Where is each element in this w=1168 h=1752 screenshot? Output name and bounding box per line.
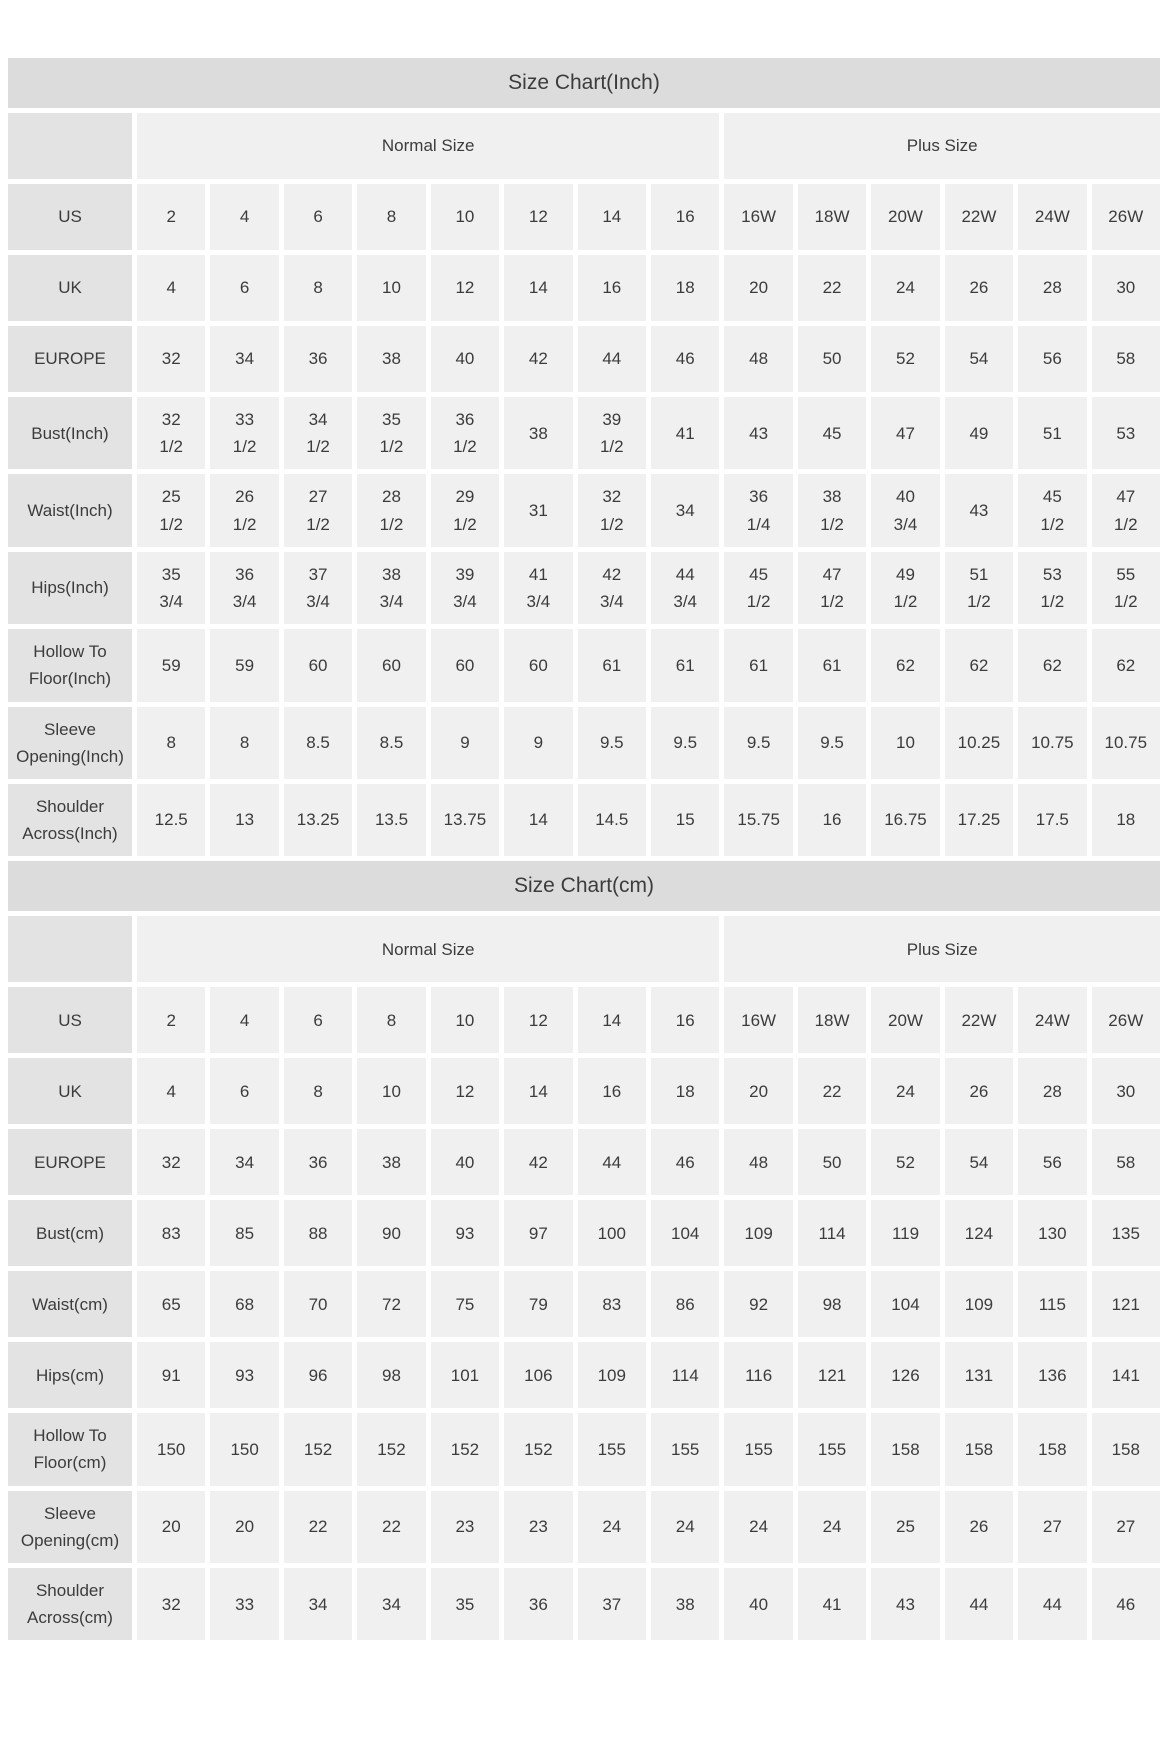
- size-cell: 18: [1092, 784, 1160, 856]
- size-cell: 24: [871, 255, 939, 321]
- size-cell: 91: [137, 1342, 205, 1408]
- size-cell: 37 3/4: [284, 552, 352, 624]
- size-cell: 15.75: [724, 784, 792, 856]
- size-cell: 36 1/4: [724, 474, 792, 546]
- size-cell: 79: [504, 1271, 572, 1337]
- size-cell: 16: [651, 184, 719, 250]
- size-cell: 44: [945, 1568, 1013, 1640]
- size-cell: 60: [284, 629, 352, 701]
- size-cell: 8: [210, 707, 278, 779]
- size-cell: 39 3/4: [431, 552, 499, 624]
- size-cell: 14: [504, 255, 572, 321]
- size-cell: 42: [504, 326, 572, 392]
- size-cell: 8: [137, 707, 205, 779]
- size-cell: 26 1/2: [210, 474, 278, 546]
- size-cell: 9.5: [651, 707, 719, 779]
- size-cell: 83: [578, 1271, 646, 1337]
- size-cell: 36 1/2: [431, 397, 499, 469]
- size-cell: 32: [137, 1568, 205, 1640]
- size-cell: 24: [798, 1491, 866, 1563]
- size-cell: 27 1/2: [284, 474, 352, 546]
- size-cell: 62: [1092, 629, 1160, 701]
- size-chart-cm: [8, 861, 1160, 1640]
- row-label-uk: UK: [8, 1058, 132, 1124]
- size-cell: 20: [137, 1491, 205, 1563]
- size-cell: 2: [137, 987, 205, 1053]
- size-cell: 32: [137, 326, 205, 392]
- size-cell: 59: [137, 629, 205, 701]
- size-cell: 98: [798, 1271, 866, 1337]
- size-cell: 10: [871, 707, 939, 779]
- size-cell: 9.5: [724, 707, 792, 779]
- size-cell: 46: [651, 1129, 719, 1195]
- size-cell: 14: [504, 1058, 572, 1124]
- size-cell: 152: [357, 1413, 425, 1485]
- size-cell: 155: [578, 1413, 646, 1485]
- size-cell: 41 3/4: [504, 552, 572, 624]
- size-cell: 8: [357, 184, 425, 250]
- size-cell: 46: [1092, 1568, 1160, 1640]
- size-cell: 40: [724, 1568, 792, 1640]
- size-cell: 49: [945, 397, 1013, 469]
- size-cell: 20: [724, 255, 792, 321]
- size-cell: 104: [651, 1200, 719, 1266]
- size-cell: 98: [357, 1342, 425, 1408]
- size-cell: 16W: [724, 184, 792, 250]
- size-cell: 158: [945, 1413, 1013, 1485]
- size-cell: 47 1/2: [1092, 474, 1160, 546]
- size-cell: 47 1/2: [798, 552, 866, 624]
- size-cell: 4: [137, 1058, 205, 1124]
- size-cell: 36: [504, 1568, 572, 1640]
- size-cell: 56: [1018, 326, 1086, 392]
- row-label-sleeve-opening-inch: Sleeve Opening(Inch): [8, 707, 132, 779]
- size-cell: 14: [504, 784, 572, 856]
- size-cell: 2: [137, 184, 205, 250]
- size-cell: 60: [431, 629, 499, 701]
- size-cell: 51 1/2: [945, 552, 1013, 624]
- size-cell: 13.25: [284, 784, 352, 856]
- size-cell: 20W: [871, 184, 939, 250]
- size-cell: 121: [798, 1342, 866, 1408]
- row-label-hips-cm: Hips(cm): [8, 1342, 132, 1408]
- size-cell: 61: [724, 629, 792, 701]
- size-cell: 92: [724, 1271, 792, 1337]
- size-cell: 26: [945, 255, 1013, 321]
- size-cell: 130: [1018, 1200, 1086, 1266]
- size-cell: 20W: [871, 987, 939, 1053]
- size-cell: 114: [651, 1342, 719, 1408]
- size-cell: 40 3/4: [871, 474, 939, 546]
- size-cell: 8: [284, 255, 352, 321]
- size-cell: 8: [284, 1058, 352, 1124]
- row-label-us: US: [8, 184, 132, 250]
- size-cell: 10: [431, 987, 499, 1053]
- size-cell: 43: [945, 474, 1013, 546]
- size-cell: 10.75: [1018, 707, 1086, 779]
- row-label-hollow-to-floor-inch: Hollow To Floor(Inch): [8, 629, 132, 701]
- size-cell: 65: [137, 1271, 205, 1337]
- size-cell: 60: [357, 629, 425, 701]
- size-cell: 109: [578, 1342, 646, 1408]
- size-cell: 4: [210, 184, 278, 250]
- size-cell: 8.5: [357, 707, 425, 779]
- size-cell: 44 3/4: [651, 552, 719, 624]
- size-cell: 62: [945, 629, 1013, 701]
- size-cell: 16: [798, 784, 866, 856]
- size-cell: 39 1/2: [578, 397, 646, 469]
- size-cell: 12: [504, 184, 572, 250]
- size-cell: 131: [945, 1342, 1013, 1408]
- size-cell: 4: [210, 987, 278, 1053]
- size-cell: 83: [137, 1200, 205, 1266]
- size-cell: 75: [431, 1271, 499, 1337]
- size-cell: 44: [578, 1129, 646, 1195]
- size-cell: 45: [798, 397, 866, 469]
- row-label-waist-cm: Waist(cm): [8, 1271, 132, 1337]
- size-cell: 38: [357, 326, 425, 392]
- size-cell: 119: [871, 1200, 939, 1266]
- size-cell: 28: [1018, 1058, 1086, 1124]
- size-cell: 26W: [1092, 184, 1160, 250]
- row-label-bust-cm: Bust(cm): [8, 1200, 132, 1266]
- size-cell: 30: [1092, 1058, 1160, 1124]
- size-cell: 32: [137, 1129, 205, 1195]
- row-label-europe: EUROPE: [8, 1129, 132, 1195]
- size-cell: 24W: [1018, 987, 1086, 1053]
- size-cell: 9.5: [578, 707, 646, 779]
- size-cell: 10: [431, 184, 499, 250]
- chart-title-cm: Size Chart(cm): [8, 861, 1160, 911]
- chart-title-inch: Size Chart(Inch): [8, 58, 1160, 108]
- size-cell: 52: [871, 1129, 939, 1195]
- size-cell: 106: [504, 1342, 572, 1408]
- size-cell: 150: [137, 1413, 205, 1485]
- group-header-normal-size: Normal Size: [137, 113, 719, 179]
- size-cell: 136: [1018, 1342, 1086, 1408]
- size-cell: 6: [210, 255, 278, 321]
- size-cell: 43: [871, 1568, 939, 1640]
- size-cell: 28 1/2: [357, 474, 425, 546]
- size-cell: 24: [724, 1491, 792, 1563]
- size-cell: 18: [651, 255, 719, 321]
- size-cell: 62: [1018, 629, 1086, 701]
- size-cell: 86: [651, 1271, 719, 1337]
- size-cell: 40: [431, 1129, 499, 1195]
- size-cell: 6: [284, 987, 352, 1053]
- size-cell: 14.5: [578, 784, 646, 856]
- size-cell: 16: [651, 987, 719, 1053]
- size-cell: 8: [357, 987, 425, 1053]
- size-cell: 10.75: [1092, 707, 1160, 779]
- size-cell: 70: [284, 1271, 352, 1337]
- size-cell: 126: [871, 1342, 939, 1408]
- size-cell: 48: [724, 326, 792, 392]
- size-cell: 16: [578, 1058, 646, 1124]
- size-cell: 85: [210, 1200, 278, 1266]
- size-cell: 23: [504, 1491, 572, 1563]
- size-cell: 41: [651, 397, 719, 469]
- row-label-hips-inch: Hips(Inch): [8, 552, 132, 624]
- size-grid-cm: [8, 916, 1160, 1640]
- size-cell: 9.5: [798, 707, 866, 779]
- size-cell: 27: [1092, 1491, 1160, 1563]
- size-cell: 155: [724, 1413, 792, 1485]
- size-cell: 109: [945, 1271, 1013, 1337]
- size-cell: 121: [1092, 1271, 1160, 1337]
- row-label-uk: UK: [8, 255, 132, 321]
- size-cell: 31: [504, 474, 572, 546]
- size-cell: 12: [431, 255, 499, 321]
- size-cell: 35 1/2: [357, 397, 425, 469]
- size-cell: 13.75: [431, 784, 499, 856]
- size-cell: 22W: [945, 987, 1013, 1053]
- size-cell: 152: [284, 1413, 352, 1485]
- size-cell: 46: [651, 326, 719, 392]
- size-cell: 35 3/4: [137, 552, 205, 624]
- size-cell: 24: [871, 1058, 939, 1124]
- size-cell: 36: [284, 326, 352, 392]
- size-cell: 59: [210, 629, 278, 701]
- size-cell: 90: [357, 1200, 425, 1266]
- size-cell: 60: [504, 629, 572, 701]
- size-cell: 20: [210, 1491, 278, 1563]
- size-cell: 93: [431, 1200, 499, 1266]
- size-cell: 14: [578, 987, 646, 1053]
- size-cell: 25: [871, 1491, 939, 1563]
- size-cell: 29 1/2: [431, 474, 499, 546]
- size-cell: 88: [284, 1200, 352, 1266]
- size-cell: 35: [431, 1568, 499, 1640]
- group-header-plus-size: Plus Size: [724, 113, 1160, 179]
- size-cell: 36: [284, 1129, 352, 1195]
- size-cell: 34: [651, 474, 719, 546]
- size-cell: 155: [651, 1413, 719, 1485]
- size-cell: 104: [871, 1271, 939, 1337]
- size-cell: 45 1/2: [724, 552, 792, 624]
- size-cell: 20: [724, 1058, 792, 1124]
- size-cell: 124: [945, 1200, 1013, 1266]
- row-label-sleeve-opening-cm: Sleeve Opening(cm): [8, 1491, 132, 1563]
- size-cell: 38 3/4: [357, 552, 425, 624]
- size-cell: 100: [578, 1200, 646, 1266]
- size-cell: 48: [724, 1129, 792, 1195]
- size-cell: 25 1/2: [137, 474, 205, 546]
- size-cell: 38: [357, 1129, 425, 1195]
- size-cell: 38: [651, 1568, 719, 1640]
- size-cell: 6: [284, 184, 352, 250]
- size-cell: 58: [1092, 326, 1160, 392]
- size-cell: 53 1/2: [1018, 552, 1086, 624]
- size-cell: 72: [357, 1271, 425, 1337]
- size-cell: 54: [945, 1129, 1013, 1195]
- size-cell: 56: [1018, 1129, 1086, 1195]
- size-cell: 135: [1092, 1200, 1160, 1266]
- row-label-europe: EUROPE: [8, 326, 132, 392]
- size-cell: 10: [357, 1058, 425, 1124]
- corner-cell: [8, 113, 132, 179]
- size-cell: 152: [431, 1413, 499, 1485]
- size-cell: 13: [210, 784, 278, 856]
- size-cell: 16.75: [871, 784, 939, 856]
- size-cell: 42: [504, 1129, 572, 1195]
- size-cell: 22: [798, 1058, 866, 1124]
- size-cell: 61: [651, 629, 719, 701]
- size-cell: 45 1/2: [1018, 474, 1086, 546]
- size-cell: 50: [798, 326, 866, 392]
- size-cell: 44: [578, 326, 646, 392]
- size-cell: 18: [651, 1058, 719, 1124]
- size-cell: 33 1/2: [210, 397, 278, 469]
- size-cell: 26W: [1092, 987, 1160, 1053]
- size-cell: 32 1/2: [137, 397, 205, 469]
- size-cell: 116: [724, 1342, 792, 1408]
- size-cell: 34 1/2: [284, 397, 352, 469]
- size-cell: 150: [210, 1413, 278, 1485]
- row-label-bust-inch: Bust(Inch): [8, 397, 132, 469]
- row-label-shoulder-across-cm: Shoulder Across(cm): [8, 1568, 132, 1640]
- size-cell: 97: [504, 1200, 572, 1266]
- size-cell: 6: [210, 1058, 278, 1124]
- row-label-shoulder-across-inch: Shoulder Across(Inch): [8, 784, 132, 856]
- size-cell: 34: [210, 1129, 278, 1195]
- size-cell: 44: [1018, 1568, 1086, 1640]
- size-cell: 61: [798, 629, 866, 701]
- size-cell: 9: [504, 707, 572, 779]
- size-cell: 49 1/2: [871, 552, 939, 624]
- size-cell: 23: [431, 1491, 499, 1563]
- size-cell: 47: [871, 397, 939, 469]
- corner-cell: [8, 916, 132, 982]
- size-cell: 17.25: [945, 784, 1013, 856]
- size-cell: 24: [651, 1491, 719, 1563]
- group-header-normal-size: Normal Size: [137, 916, 719, 982]
- size-cell: 51: [1018, 397, 1086, 469]
- size-cell: 24: [578, 1491, 646, 1563]
- size-cell: 24W: [1018, 184, 1086, 250]
- size-cell: 152: [504, 1413, 572, 1485]
- size-chart-inch: [8, 58, 1160, 856]
- size-cell: 22: [798, 255, 866, 321]
- size-cell: 22: [284, 1491, 352, 1563]
- size-cell: 36 3/4: [210, 552, 278, 624]
- size-cell: 18W: [798, 987, 866, 1053]
- size-cell: 61: [578, 629, 646, 701]
- size-cell: 115: [1018, 1271, 1086, 1337]
- size-cell: 54: [945, 326, 1013, 392]
- size-cell: 8.5: [284, 707, 352, 779]
- group-header-plus-size: Plus Size: [724, 916, 1160, 982]
- size-cell: 22W: [945, 184, 1013, 250]
- size-cell: 55 1/2: [1092, 552, 1160, 624]
- size-cell: 30: [1092, 255, 1160, 321]
- size-cell: 93: [210, 1342, 278, 1408]
- size-cell: 37: [578, 1568, 646, 1640]
- size-cell: 18W: [798, 184, 866, 250]
- size-cell: 114: [798, 1200, 866, 1266]
- size-cell: 101: [431, 1342, 499, 1408]
- size-cell: 26: [945, 1058, 1013, 1124]
- size-cell: 141: [1092, 1342, 1160, 1408]
- size-cell: 58: [1092, 1129, 1160, 1195]
- size-cell: 41: [798, 1568, 866, 1640]
- size-cell: 16: [578, 255, 646, 321]
- size-cell: 158: [871, 1413, 939, 1485]
- size-cell: 52: [871, 326, 939, 392]
- size-cell: 38: [504, 397, 572, 469]
- size-cell: 38 1/2: [798, 474, 866, 546]
- row-label-hollow-to-floor-cm: Hollow To Floor(cm): [8, 1413, 132, 1485]
- size-cell: 15: [651, 784, 719, 856]
- size-cell: 34: [210, 326, 278, 392]
- size-cell: 12: [431, 1058, 499, 1124]
- size-cell: 53: [1092, 397, 1160, 469]
- size-cell: 50: [798, 1129, 866, 1195]
- size-cell: 34: [357, 1568, 425, 1640]
- size-cell: 155: [798, 1413, 866, 1485]
- size-cell: 12.5: [137, 784, 205, 856]
- row-label-us: US: [8, 987, 132, 1053]
- size-cell: 33: [210, 1568, 278, 1640]
- size-grid-inch: [8, 113, 1160, 856]
- size-cell: 13.5: [357, 784, 425, 856]
- size-cell: 12: [504, 987, 572, 1053]
- size-cell: 9: [431, 707, 499, 779]
- size-cell: 28: [1018, 255, 1086, 321]
- size-cell: 10: [357, 255, 425, 321]
- size-cell: 14: [578, 184, 646, 250]
- size-cell: 158: [1018, 1413, 1086, 1485]
- size-cell: 62: [871, 629, 939, 701]
- size-cell: 10.25: [945, 707, 1013, 779]
- size-cell: 42 3/4: [578, 552, 646, 624]
- size-cell: 158: [1092, 1413, 1160, 1485]
- size-cell: 27: [1018, 1491, 1086, 1563]
- row-label-waist-inch: Waist(Inch): [8, 474, 132, 546]
- size-cell: 40: [431, 326, 499, 392]
- size-cell: 43: [724, 397, 792, 469]
- size-cell: 16W: [724, 987, 792, 1053]
- size-cell: 96: [284, 1342, 352, 1408]
- size-cell: 17.5: [1018, 784, 1086, 856]
- size-cell: 109: [724, 1200, 792, 1266]
- size-cell: 32 1/2: [578, 474, 646, 546]
- size-cell: 4: [137, 255, 205, 321]
- size-cell: 68: [210, 1271, 278, 1337]
- size-cell: 26: [945, 1491, 1013, 1563]
- size-cell: 34: [284, 1568, 352, 1640]
- size-cell: 22: [357, 1491, 425, 1563]
